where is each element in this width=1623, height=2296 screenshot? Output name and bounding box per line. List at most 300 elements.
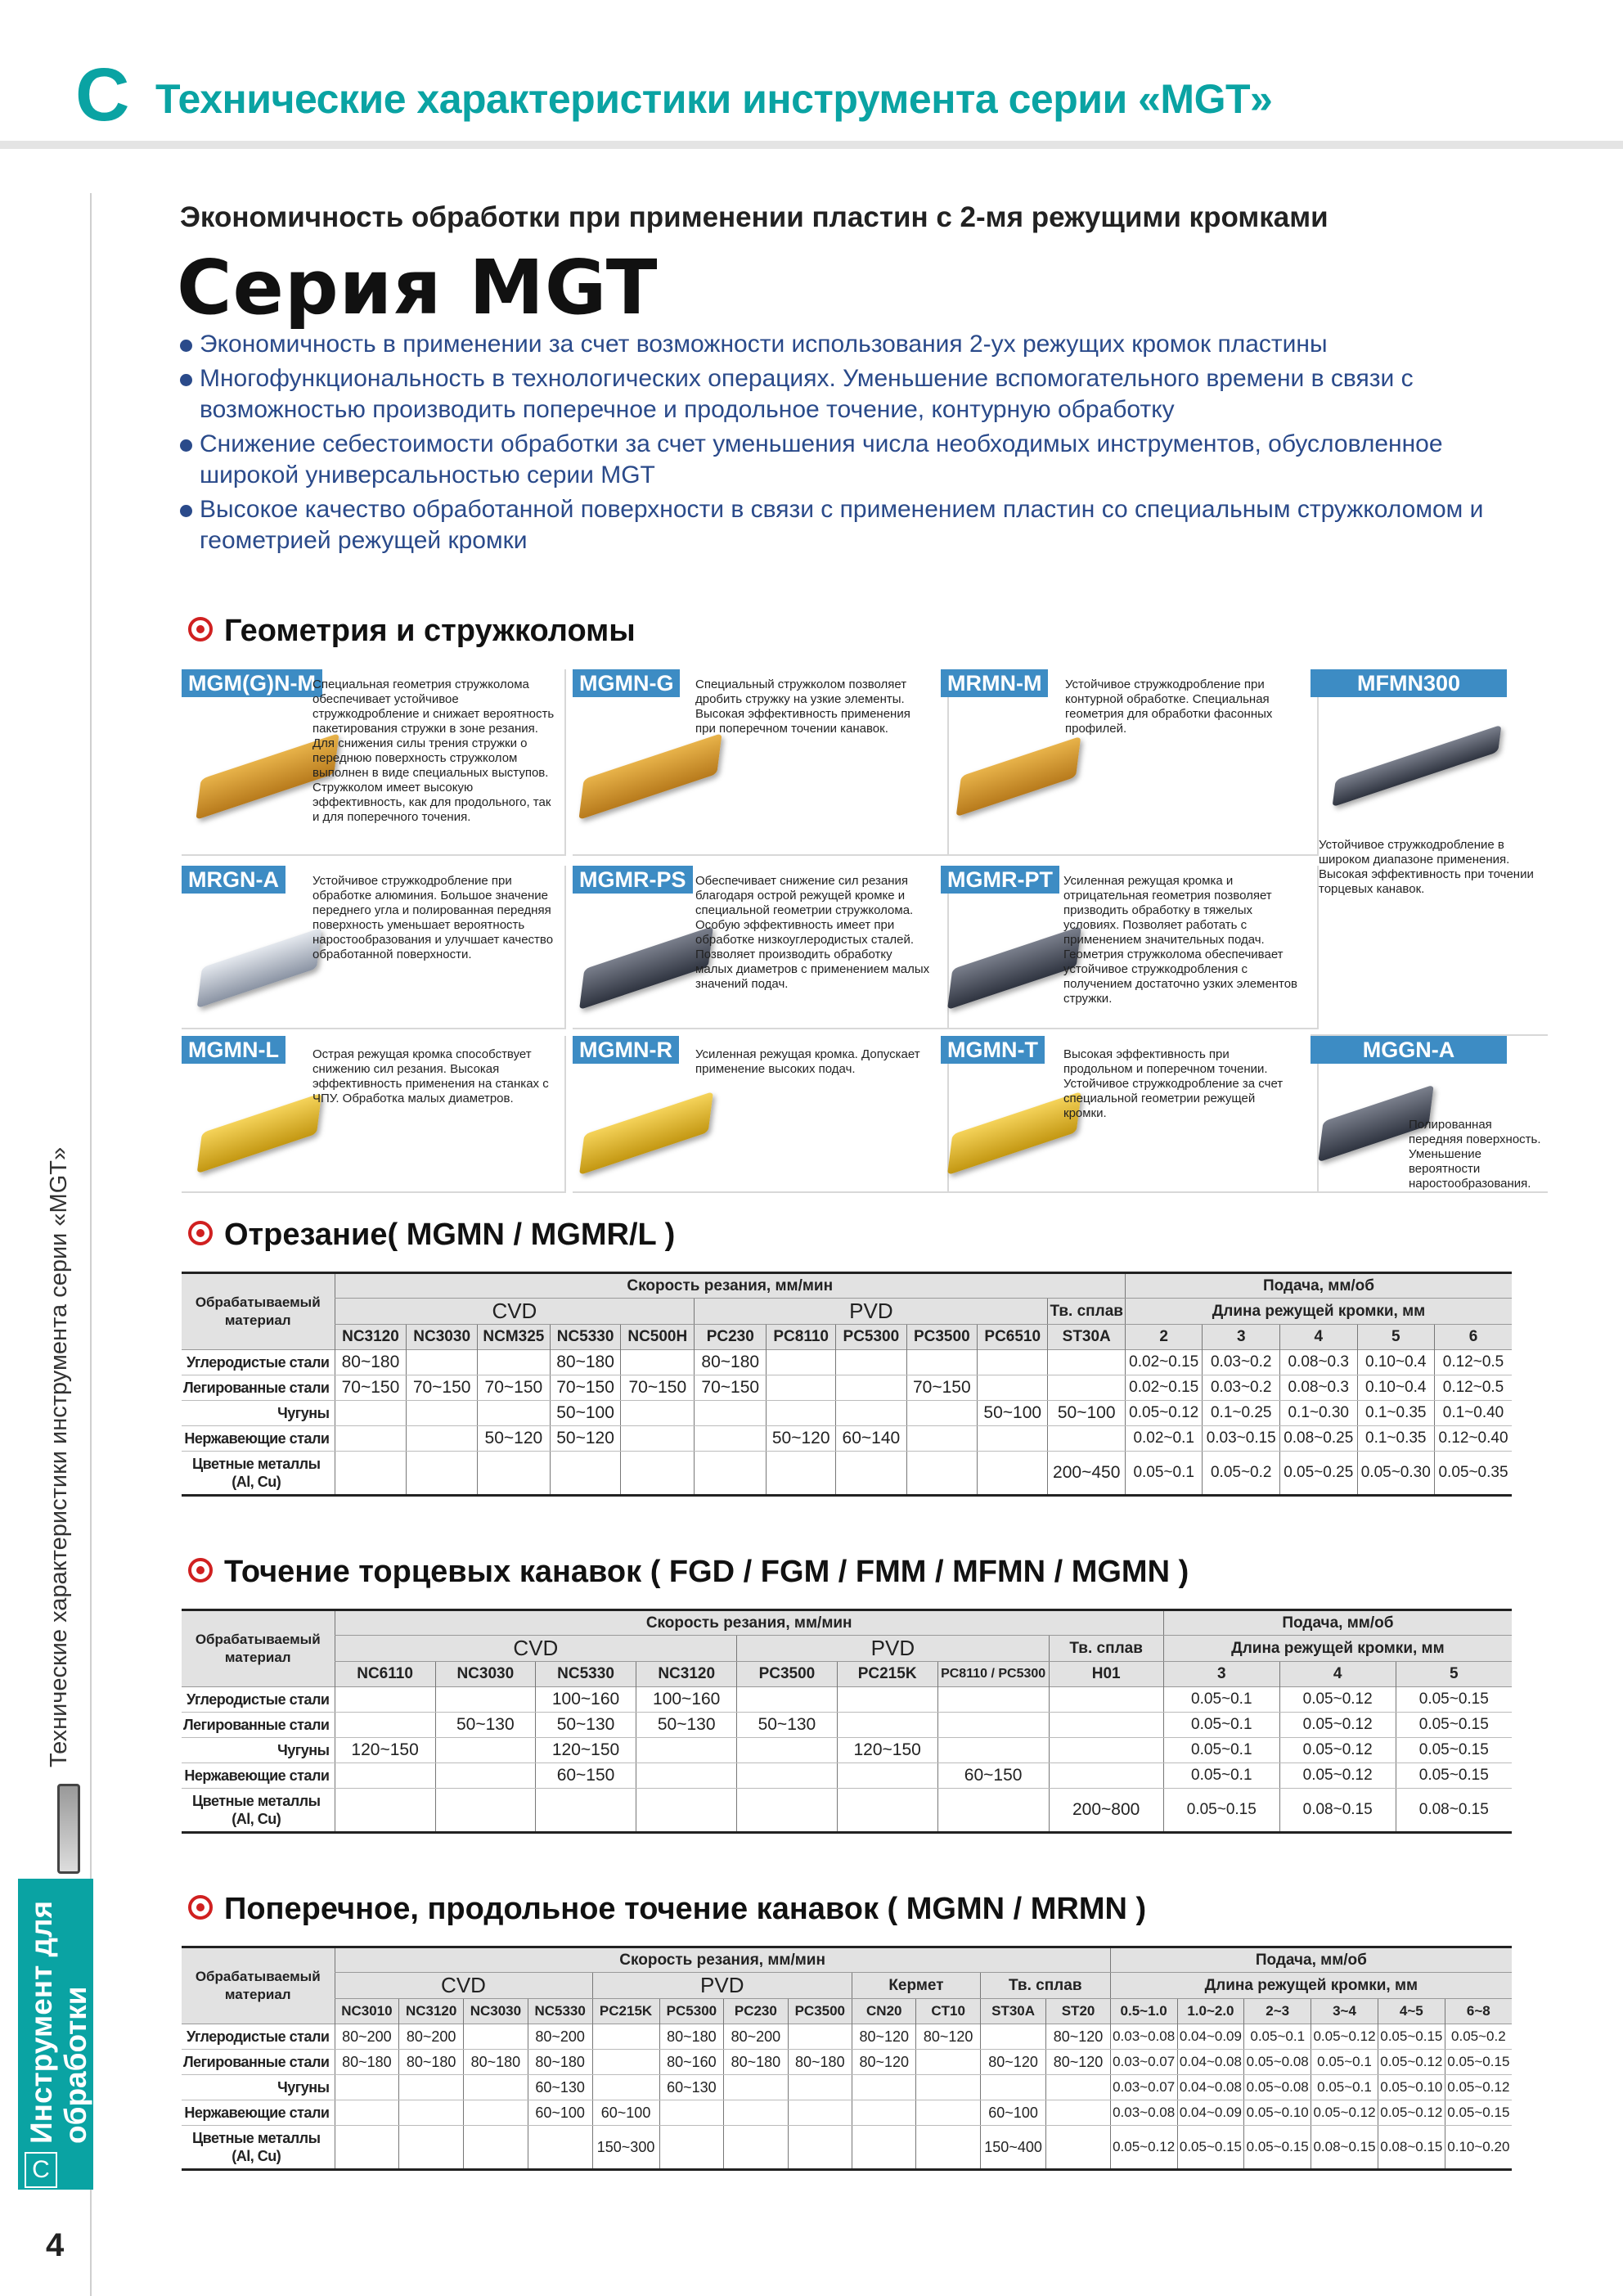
geometry-card [182,866,566,1029]
speed-cell [659,2100,724,2126]
speed-cell [724,2100,788,2126]
feed-cell: 0.05~0.15 [1396,1687,1512,1713]
feed-cell: 0.10~0.4 [1357,1350,1435,1375]
speed-cell: 80~200 [724,2024,788,2050]
speed-cell [1046,2075,1110,2100]
table-row [182,1452,1512,1496]
speed-cell: 80~180 [335,2050,399,2075]
speed-cell: 50~130 [737,1713,837,1738]
speed-cell: 80~120 [1046,2050,1110,2075]
geometry-desc: Усиленная режущая кромка и отрицательная геометрия позволяет призводить обработку в тяжелых условиях. Позволяет работать с применением значительных подач. Геометрия стружколома обеспечивает устойчивое стружкодробления с получением достаточно узких элементов стружки. [1063,874,1298,1006]
grade-header: PC215K [837,1662,937,1687]
feed-cell: 0.05~0.12 [1311,2024,1378,2050]
geometry-tag: MGMR-PT [941,866,1059,894]
feed-cell: 0.03~0.2 [1203,1375,1280,1401]
material-cell: Легированные стали [182,1375,335,1401]
material-cell: Нержавеющие стали [182,1763,335,1789]
speed-cell [335,2100,399,2126]
grade-header: PC3500 [788,1999,852,2024]
speed-cell: 80~180 [550,1350,620,1375]
speed-cell [1046,2100,1110,2126]
speed-cell [636,1763,737,1789]
edge-header: Длина режущей кромки, мм [1110,1973,1512,1999]
speed-cell: 60~130 [528,2075,592,2100]
feed-cell: 0.03~0.08 [1110,2100,1177,2126]
speed-cell [836,1375,906,1401]
speed-cell [916,2075,980,2100]
feed-cell: 0.05~0.12 [1445,2075,1512,2100]
edge-length: 4 [1279,1325,1357,1350]
grooving-tool-icon [57,1784,80,1874]
grade-header: ST30A [1048,1325,1125,1350]
group-header: Тв. сплав [1049,1636,1163,1662]
grooving-table [182,1946,1512,2171]
feed-cell: 0.08~0.3 [1279,1350,1357,1375]
speed-cell: 60~150 [535,1763,636,1789]
group-header: CVD [335,1299,695,1325]
section-bullet-icon [188,1221,213,1245]
feed-cell: 0.1~0.30 [1279,1401,1357,1426]
group-header: Тв. сплав [980,1973,1110,1999]
speed-cell: 70~150 [477,1375,550,1401]
feed-cell: 0.08~0.25 [1279,1426,1357,1452]
section-face-grooving-title: Точение торцевых канавок ( FGD / FGM / FMM / MFMN / MGMN ) [224,1555,1189,1589]
speed-cell [659,2126,724,2170]
speed-cell [1049,1713,1163,1738]
material-cell: Цветные металлы (Al, Cu) [192,2130,321,2164]
geometry-card [573,1036,949,1193]
speed-cell [335,1789,435,1833]
group-header: PVD [592,1973,852,1999]
table-row [182,2100,1512,2126]
speed-cell [937,1713,1049,1738]
feed-cell: 0.05~0.15 [1244,2126,1311,2170]
speed-cell [636,1789,737,1833]
speed-cell: 150~300 [592,2126,659,2170]
feed-cell: 0.03~0.08 [1110,2024,1177,2050]
edge-length: 5 [1396,1662,1512,1687]
material-cell: Чугуны [182,2075,335,2100]
grade-header: NC3030 [464,1999,528,2024]
feature-item: Высокое качество обработанной поверхности в связи с применением пластин со специальным стружколомом и геометрией режущей кромки [178,494,1520,556]
speed-cell [695,1426,767,1452]
speed-cell: 150~400 [980,2126,1046,2170]
feed-cell: 0.1~0.35 [1357,1426,1435,1452]
speed-cell [435,1789,535,1833]
feed-cell: 0.08~0.15 [1378,2126,1445,2170]
section-grooving-title: Поперечное, продольное точение канавок ( MGMN / MRMN ) [224,1892,1147,1926]
feed-cell: 0.02~0.15 [1125,1350,1203,1375]
table-row [182,2075,1512,2100]
feed-cell: 0.10~0.20 [1445,2126,1512,2170]
speed-cell [906,1426,977,1452]
material-cell: Чугуны [182,1401,335,1426]
speed-cell [477,1452,550,1496]
page-number: 4 [46,2227,65,2263]
speed-cell [335,2126,399,2170]
speed-cell: 80~180 [788,2050,852,2075]
intro-subtitle: Экономичность обработки при применении пластин с 2-мя режущими кромками [180,201,1329,233]
speed-cell: 80~120 [916,2024,980,2050]
speed-cell [1049,1738,1163,1763]
table-row [182,1401,1512,1426]
speed-cell [937,1687,1049,1713]
table-row [182,2024,1512,2050]
speed-cell [767,1350,836,1375]
feed-cell: 0.04~0.09 [1177,2024,1244,2050]
speed-cell: 100~160 [535,1687,636,1713]
speed-cell [767,1375,836,1401]
speed-cell: 50~120 [477,1426,550,1452]
speed-cell [407,1350,477,1375]
speed-cell: 60~130 [659,2075,724,2100]
feed-cell: 0.02~0.15 [1125,1375,1203,1401]
feed-cell: 0.05~0.2 [1203,1452,1280,1496]
speed-header: Скорость резания, мм/мин [335,1947,1110,1973]
feed-cell: 0.05~0.1 [1311,2050,1378,2075]
feed-cell: 0.05~0.30 [1357,1452,1435,1496]
page-title: Технические характеристики инструмента серии «MGT» [155,76,1273,122]
speed-cell [852,2075,916,2100]
speed-cell [837,1789,937,1833]
grade-header: NCM325 [477,1325,550,1350]
speed-cell [695,1452,767,1496]
speed-cell [767,1401,836,1426]
sidebar-vertical-title: Технические характеристики инструмента серии «MGT» [46,1146,72,1767]
geometry-desc: Усиленная режущая кромка. Допускает применение высоких подач. [695,1047,920,1076]
feed-header: Подача, мм/об [1125,1273,1512,1299]
edge-length: 2~3 [1244,1999,1311,2024]
speed-cell [1048,1426,1125,1452]
grade-header: NC3030 [407,1325,477,1350]
speed-cell [916,2126,980,2170]
grade-header: NC5330 [550,1325,620,1350]
section-letter: C [75,53,130,137]
insert-image [1332,725,1501,808]
section-grooving-heading [188,1892,1146,1927]
group-header: PVD [695,1299,1048,1325]
material-header: Обрабатываемый материал [182,1273,335,1350]
speed-cell [788,2024,852,2050]
geometry-desc: Устойчивое стружкодробление при контурной обработке. Специальная геометрия для обработки фасонных профилей. [1065,678,1273,736]
speed-cell [399,2075,464,2100]
feed-cell: 0.05~0.15 [1445,2050,1512,2075]
edge-length: 3 [1203,1325,1280,1350]
speed-cell [836,1452,906,1496]
geometry-desc: Устойчивое стружкодробление при обработке алюминия. Большое значение переднего угла и полированная передняя поверхность уменьшает вероятность наростообразования и улучшает качество обработанной поверхности. [312,874,554,961]
grade-header: NC5330 [535,1662,636,1687]
feed-cell: 0.05~0.12 [1110,2126,1177,2170]
speed-cell: 80~180 [399,2050,464,2075]
speed-cell: 50~100 [1048,1401,1125,1426]
geometry-desc: Высокая эффективность при продольном и поперечном точении. Устойчивое стружкодробление за счет специальной геометрии режущей кромки. [1063,1047,1284,1120]
speed-cell [1046,2126,1110,2170]
feed-cell: 0.04~0.08 [1177,2075,1244,2100]
feed-cell: 0.05~0.12 [1279,1687,1396,1713]
feed-cell: 0.05~0.15 [1396,1738,1512,1763]
speed-cell [477,1350,550,1375]
geometry-desc: Устойчивое стружкодробление в широком диапазоне применения. Высокая эффективность при точении торцевых канавок. [1319,838,1534,896]
group-header: Кермет [852,1973,981,1999]
edge-length: 0.5~1.0 [1110,1999,1177,2024]
feed-cell: 0.03~0.07 [1110,2075,1177,2100]
speed-cell: 50~130 [435,1713,535,1738]
feed-cell: 0.04~0.09 [1177,2100,1244,2126]
geometry-card [182,669,566,856]
speed-cell: 70~150 [621,1375,695,1401]
speed-cell: 80~200 [399,2024,464,2050]
grade-header: NC3010 [335,1999,399,2024]
geometry-card [941,669,1319,856]
grade-header: PC230 [724,1999,788,2024]
speed-cell: 60~140 [836,1426,906,1452]
grade-header: CT10 [916,1999,980,2024]
material-cell: Легированные стали [182,1713,335,1738]
geometry-tag: MGM(G)N-M [182,669,322,697]
grade-header: ST20 [1046,1999,1110,2024]
feed-cell: 0.05~0.25 [1279,1452,1357,1496]
material-cell: Цветные металлы (Al, Cu) [192,1793,321,1827]
speed-cell [1048,1375,1125,1401]
grade-header: PC8110 [767,1325,836,1350]
edge-length: 4~5 [1378,1999,1445,2024]
speed-cell [435,1687,535,1713]
speed-cell [737,1687,837,1713]
edge-length: 6~8 [1445,1999,1512,2024]
speed-cell: 50~130 [636,1713,737,1738]
geometry-card [573,866,949,1029]
edge-length: 6 [1435,1325,1512,1350]
feed-cell: 0.05~0.12 [1125,1401,1203,1426]
material-cell: Чугуны [182,1738,335,1763]
table-row [182,1687,1512,1713]
section-bullet-icon [188,1558,213,1582]
grade-header: NC5330 [528,1999,592,2024]
table-row [182,1426,1512,1452]
material-header: Обрабатываемый материал [182,1947,335,2024]
cutoff-table [182,1272,1512,1497]
feed-cell: 0.05~0.1 [1125,1452,1203,1496]
grade-header: PC230 [695,1325,767,1350]
feed-cell: 0.03~0.2 [1203,1350,1280,1375]
geometry-desc: Полированная передняя поверхность. Уменьшение вероятности наростообразования. [1409,1118,1541,1191]
speed-cell [335,1452,407,1496]
speed-cell: 60~100 [528,2100,592,2126]
speed-cell [621,1401,695,1426]
speed-cell: 80~180 [335,1350,407,1375]
group-header: CVD [335,1636,737,1662]
speed-cell [980,2075,1046,2100]
insert-image [197,928,322,1009]
feed-cell: 0.12~0.5 [1435,1375,1512,1401]
speed-cell [399,2100,464,2126]
material-cell: Углеродистые стали [182,2024,335,2050]
page-header [0,0,1623,147]
speed-cell [464,2100,528,2126]
grade-header: PC215K [592,1999,659,2024]
material-cell: Нержавеющие стали [182,1426,335,1452]
feed-cell: 0.12~0.5 [1435,1350,1512,1375]
feed-cell: 0.05~0.15 [1396,1763,1512,1789]
material-header: Обрабатываемый материал [182,1610,335,1687]
feed-cell: 0.05~0.1 [1244,2024,1311,2050]
group-header: Тв. сплав [1048,1299,1125,1325]
feature-item: Многофункциональность в технологических операциях. Уменьшение вспомогательного времени в связи с возможностью производить поперечное и продольное точение, контурную обработку [178,363,1520,425]
table-row [182,1789,1512,1833]
geometry-tag: MGMN-R [573,1036,679,1064]
table-row [182,1738,1512,1763]
feed-cell: 0.05~0.1 [1311,2075,1378,2100]
speed-cell [788,2100,852,2126]
geometry-tag: MGMN-G [573,669,680,697]
section-bullet-icon [188,1895,213,1920]
speed-cell [737,1763,837,1789]
speed-cell: 80~200 [528,2024,592,2050]
edge-header: Длина режущей кромки, мм [1125,1299,1512,1325]
speed-cell [407,1401,477,1426]
speed-cell: 50~130 [535,1713,636,1738]
feed-cell: 0.05~0.15 [1396,1713,1512,1738]
feed-cell: 0.05~0.1 [1163,1713,1279,1738]
geometry-card [941,1036,1319,1193]
speed-cell: 200~450 [1048,1452,1125,1496]
speed-cell: 70~150 [906,1375,977,1401]
speed-cell [399,2126,464,2170]
geometry-tag: MFMN300 [1311,669,1507,697]
feed-cell: 0.05~0.12 [1378,2100,1445,2126]
speed-cell [550,1452,620,1496]
insert-image [947,926,1081,1011]
insert-image [947,1092,1081,1176]
speed-cell: 80~120 [1046,2024,1110,2050]
feed-cell: 0.05~0.10 [1244,2100,1311,2126]
sidebar-chapter-title: Инструмент для обработки канавок [25,1900,127,2144]
speed-cell [1048,1350,1125,1375]
grade-header: PC6510 [978,1325,1048,1350]
geometry-card [941,866,1319,1029]
geometry-tag: MGMR-PS [573,866,693,894]
feed-cell: 0.05~0.15 [1378,2024,1445,2050]
speed-cell [335,2075,399,2100]
table-row [182,1375,1512,1401]
speed-header: Скорость резания, мм/мин [335,1610,1163,1636]
feature-list [178,329,1520,560]
group-header: CVD [335,1973,592,1999]
feed-cell: 0.05~0.12 [1311,2100,1378,2126]
geometry-card [182,1036,566,1193]
grade-header: NC3030 [435,1662,535,1687]
feed-cell: 0.08~0.15 [1311,2126,1378,2170]
feature-item: Экономичность в применении за счет возможности использования 2-ух режущих кромок пластины [178,329,1520,360]
speed-cell: 120~150 [335,1738,435,1763]
grade-header: NC500H [621,1325,695,1350]
speed-cell [937,1738,1049,1763]
speed-cell [767,1452,836,1496]
sidebar-chapter-letter: C [25,2152,57,2188]
feed-cell: 0.08~0.15 [1279,1789,1396,1833]
speed-cell [621,1350,695,1375]
speed-cell [978,1452,1048,1496]
feed-cell: 0.05~0.15 [1163,1789,1279,1833]
geometry-card [1311,669,1548,1036]
group-header: PVD [737,1636,1049,1662]
grade-header: ST30A [980,1999,1046,2024]
speed-header: Скорость резания, мм/мин [335,1273,1125,1299]
speed-cell [852,2126,916,2170]
speed-cell: 80~120 [852,2024,916,2050]
grade-header: NC3120 [636,1662,737,1687]
speed-cell [621,1426,695,1452]
speed-cell [464,2075,528,2100]
speed-cell: 120~150 [837,1738,937,1763]
speed-cell: 60~100 [592,2100,659,2126]
geometry-card [1311,1036,1548,1193]
material-cell: Легированные стали [182,2050,335,2075]
feed-cell: 0.10~0.4 [1357,1375,1435,1401]
speed-cell [335,1401,407,1426]
section-bullet-icon [188,617,213,642]
material-cell: Цветные металлы (Al, Cu) [192,1456,321,1490]
feed-cell: 0.08~0.15 [1396,1789,1512,1833]
feed-cell: 0.05~0.12 [1378,2050,1445,2075]
material-cell: Нержавеющие стали [182,2100,335,2126]
speed-cell [788,2075,852,2100]
edge-length: 2 [1125,1325,1203,1350]
speed-cell [737,1738,837,1763]
feed-cell: 0.02~0.1 [1125,1426,1203,1452]
speed-cell [916,2050,980,2075]
geometry-tag: MGGN-A [1311,1036,1507,1064]
speed-cell: 120~150 [535,1738,636,1763]
grade-header: CN20 [852,1999,916,2024]
feed-cell: 0.05~0.08 [1244,2050,1311,2075]
speed-cell: 80~180 [724,2050,788,2075]
table-row [182,1763,1512,1789]
speed-cell: 60~150 [937,1763,1049,1789]
speed-cell: 50~120 [550,1426,620,1452]
feed-cell: 0.05~0.35 [1435,1452,1512,1496]
feed-cell: 0.05~0.1 [1163,1738,1279,1763]
feed-cell: 0.1~0.40 [1435,1401,1512,1426]
header-divider [0,141,1623,149]
speed-cell [1049,1763,1163,1789]
edge-length: 5 [1357,1325,1435,1350]
speed-cell [906,1401,977,1426]
grade-header: PC3500 [737,1662,837,1687]
geometry-desc: Острая режущая кромка способствует снижению сил резания. Высокая эффективность применения на станках с ЧПУ. Обработка малых диаметров. [312,1047,549,1105]
grade-header: NC6110 [335,1662,435,1687]
section-geometry-heading [188,614,636,649]
section-cutoff-heading [188,1218,675,1253]
section-cutoff-title: Отрезание( MGMN / MGMR/L ) [224,1218,676,1252]
edge-length: 3 [1163,1662,1279,1687]
feed-cell: 0.05~0.12 [1279,1763,1396,1789]
speed-cell [1049,1687,1163,1713]
speed-cell [906,1452,977,1496]
speed-cell [978,1375,1048,1401]
speed-cell: 50~100 [978,1401,1048,1426]
grade-header: NC3120 [399,1999,464,2024]
grade-header: PC8110 / PC5300 [937,1662,1049,1687]
speed-cell [435,1763,535,1789]
section-geometry-title: Геометрия и стружколомы [224,614,636,648]
speed-cell [837,1713,937,1738]
speed-cell [435,1738,535,1763]
feature-item: Снижение себестоимости обработки за счет уменьшения числа необходимых инструментов, обусловленное широкой универсальностью серии MGT [178,429,1520,491]
face-grooving-table [182,1609,1512,1834]
speed-cell [852,2100,916,2126]
speed-cell: 80~200 [335,2024,399,2050]
